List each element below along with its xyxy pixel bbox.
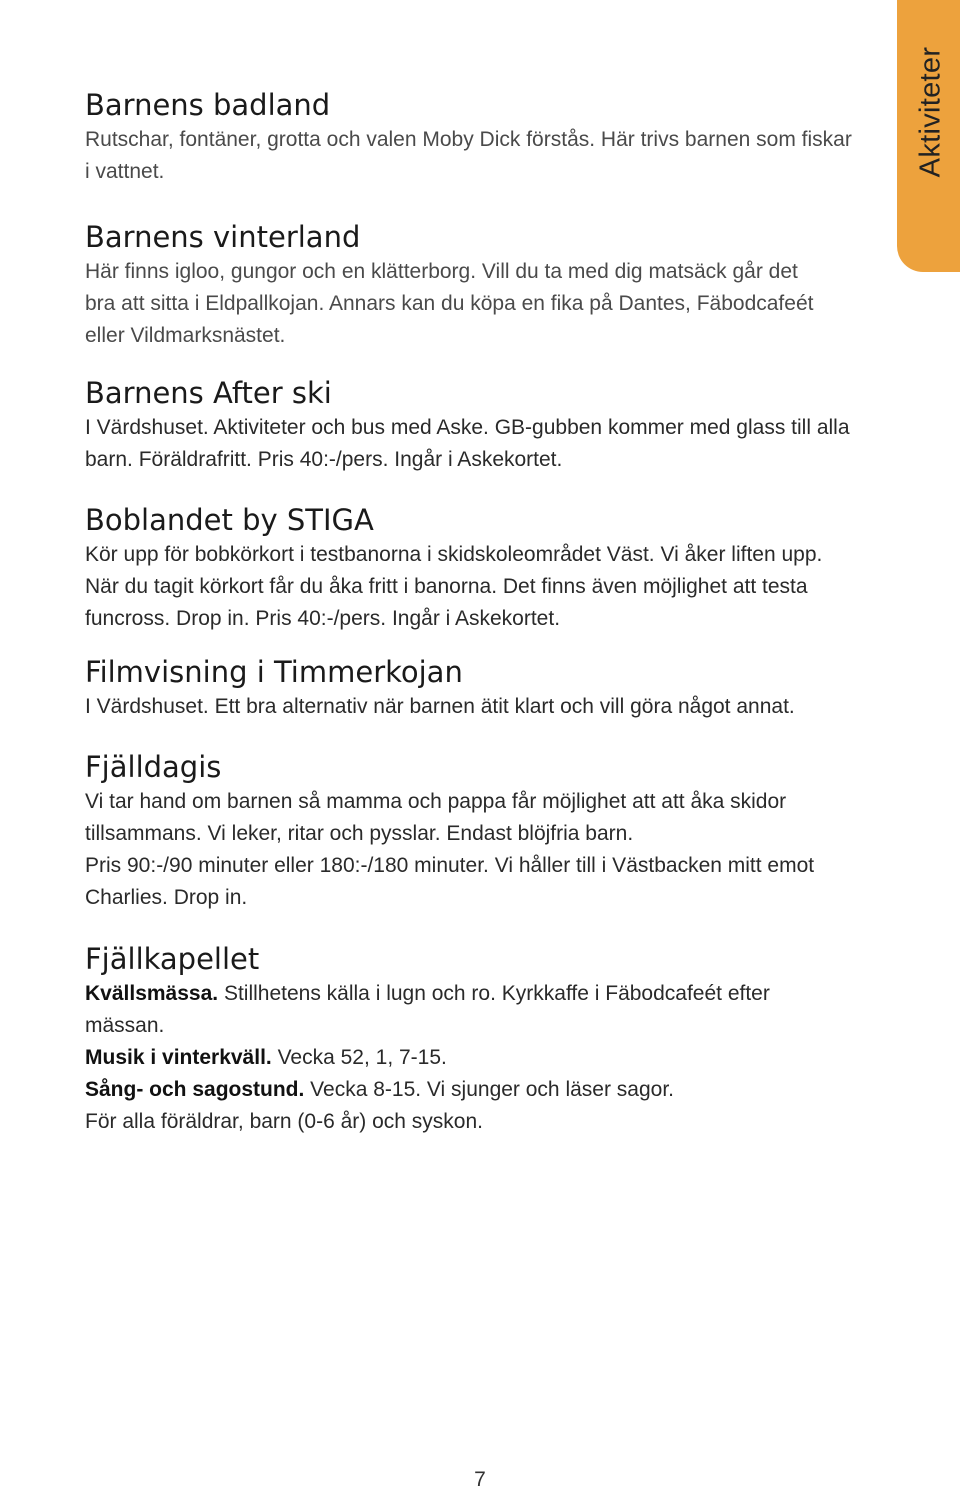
- section-fjallkapellet: [85, 940, 875, 1138]
- section-title: Barnens badland: [85, 88, 331, 122]
- section-fjalldagis: [85, 748, 875, 914]
- section-barnens-badland: [85, 86, 875, 188]
- section-barnens-vinterland: [85, 218, 875, 352]
- event-item: [85, 1042, 875, 1074]
- section-text: Här finns igloo, gungor och en klätterborg. Vill du ta med dig matsäck går det bra att sitta i Eldpallkojan. Annars kan du köpa en fika på Dantes, Fäbodcafeét eller Vildmarksnästet.: [85, 260, 814, 347]
- section-title: Barnens vinterland: [85, 220, 361, 254]
- page-content: [85, 86, 875, 1138]
- section-text: I Värdshuset. Aktiviteter och bus med Aske. GB-gubben kommer med glass till alla barn. Föräldrafritt. Pris 40:-/pers. Ingår i Askekortet.: [85, 416, 850, 471]
- section-title: Fjälldagis: [85, 750, 222, 784]
- section-title: Barnens After ski: [85, 376, 332, 410]
- section-text: I Värdshuset. Ett bra alternativ när barnen ätit klart och vill göra något annat.: [85, 695, 795, 718]
- event-name: Musik i vinterkväll.: [85, 1046, 272, 1069]
- section-text: Pris 90:-/90 minuter eller 180:-/180 minuter. Vi håller till i Västbacken mitt emot Charlies. Drop in.: [85, 854, 815, 909]
- event-item: [85, 978, 785, 1042]
- section-text: Kör upp för bobkörkort i testbanorna i skidskoleområdet Väst. Vi åker liften upp. När du tagit körkort får du åka fritt i banorna. Det finns även möjlighet att testa funcross. Drop in. Pris 40:-/pers. Ingår i Askekortet.: [85, 543, 823, 630]
- section-text: Vi tar hand om barnen så mamma och pappa får möjlighet att att åka skidor tillsammans. Vi leker, ritar och pysslar. Endast blöjfria barn.: [85, 790, 787, 845]
- event-description: Vecka 8-15. Vi sjunger och läser sagor.: [304, 1078, 675, 1101]
- event-description: Stillhetens källa i lugn och ro. Kyrkkaffe i Fäbodcafeét efter mässan.: [85, 982, 770, 1037]
- event-name: Kvällsmässa.: [85, 982, 219, 1005]
- section-filmvisning: [85, 653, 875, 723]
- event-description: Vecka 52, 1, 7-15.: [271, 1046, 447, 1069]
- page-number: 7: [474, 1468, 486, 1491]
- event-name: Sång- och sagostund.: [85, 1078, 305, 1101]
- section-title: Boblandet by STIGA: [85, 503, 374, 537]
- section-title: Fjällkapellet: [85, 942, 260, 976]
- section-title: Filmvisning i Timmerkojan: [85, 655, 463, 689]
- section-closing-text: För alla föräldrar, barn (0-6 år) och syskon.: [85, 1110, 483, 1133]
- event-item: [85, 1074, 875, 1106]
- section-text: Rutschar, fontäner, grotta och valen Moby Dick förstås. Här trivs barnen som fiskar i vattnet.: [85, 128, 852, 183]
- section-boblandet: [85, 501, 875, 635]
- section-barnens-after-ski: [85, 374, 875, 476]
- section-tab-label: Aktiviteter: [914, 46, 947, 178]
